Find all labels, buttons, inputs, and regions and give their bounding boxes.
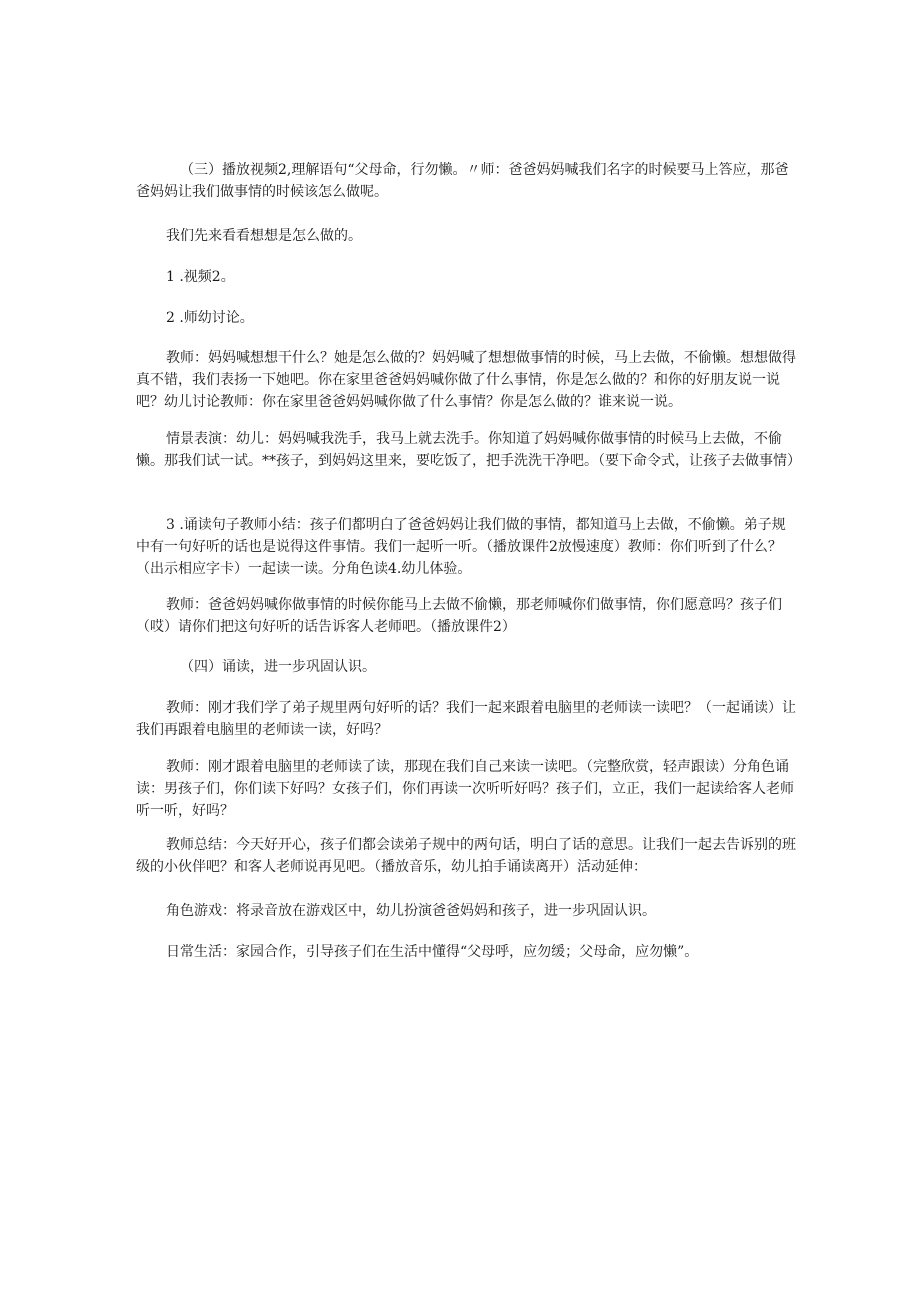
paragraph-daily-life: 日常生活：家园合作，引导孩子们在生活中懂得“父母呼，应勿缓；父母命，应勿懒”。	[166, 944, 699, 960]
paragraph-teacher-read: 教师：刚才跟着电脑里的老师读了读，那现在我们自己来读一读吧。（完整欣赏，轻声跟读）分角色诵读：男孩子们，你们读下好吗？女孩子们，你们再读一次听听好吗？孩子们，立正，我们一起读给客人老师听一听，好吗？	[136, 759, 794, 819]
paragraph-section-four: （四）诵读，进一步巩固认识。	[180, 659, 376, 675]
paragraph-teacher-recite: 教师：刚才我们学了弟子规里两句好听的话？我们一起来跟着电脑里的老师读一读吧？（一起诵读）让我们再跟着电脑里的老师读一读，好吗？	[136, 700, 796, 738]
paragraph-step-2: 2 .师幼讨论。	[166, 310, 254, 326]
paragraph-step-1: 1 .视频2。	[166, 269, 235, 285]
paragraph-role-play: 情景表演：幼儿：妈妈喊我洗手，我马上就去洗手。你知道了妈妈喊你做事情的时候马上去做，不偷懒。那我们试一试。**孩子，到妈妈这里来，要吃饭了，把手洗洗干净吧。（要下命令式，让孩子去做事情）	[136, 431, 801, 469]
paragraph-teacher-ask: 教师：爸爸妈妈喊你做事情的时候你能马上去做不偷懒，那老师喊你们做事情，你们愿意吗？孩子们（哎）请你们把这句好听的话告诉客人老师吧。（播放课件2）	[136, 597, 782, 635]
paragraph-teacher-discussion: 教师：妈妈喊想想干什么？她是怎么做的？妈妈喊了想想做事情的时候，马上去做，不偷懒。想想做得真不错，我们表扬一下她吧。你在家里爸爸妈妈喊你做了什么事情，你是怎么做的？和你的好朋友说一说吧？幼儿讨论教师：你在家里爸爸妈妈喊你做了什么事情？你是怎么做的？谁来说一说。	[136, 350, 796, 410]
paragraph-role-game: 角色游戏：将录音放在游戏区中，幼儿扮演爸爸妈妈和孩子，进一步巩固认识。	[166, 903, 656, 919]
paragraph-step-3: 3 .诵读句子教师小结：孩子们都明白了爸爸妈妈让我们做的事情，都知道马上去做，不偷懒。弟子规中有一句好听的话也是说得这件事情。我们一起听一听。（播放课件2放慢速度）教师：你们听到了什么？（出示相应字卡）一起读一读。分角色读4.幼儿体验。	[136, 517, 786, 577]
paragraph-intro: 我们先来看看想想是怎么做的。	[166, 228, 362, 244]
paragraph-section-three: （三）播放视频2,理解语句“父母命，行勿懒。〃师：爸爸妈妈喊我们名字的时候要马上答应，那爸爸妈妈让我们做事情的时候该怎么做呢。	[136, 162, 789, 200]
paragraph-teacher-summary: 教师总结：今天好开心，孩子们都会读弟子规中的两句话，明白了话的意思。让我们一起去告诉别的班级的小伙伴吧？和客人老师说再见吧。（播放音乐，幼儿拍手诵读离开）活动延伸：	[136, 837, 796, 875]
